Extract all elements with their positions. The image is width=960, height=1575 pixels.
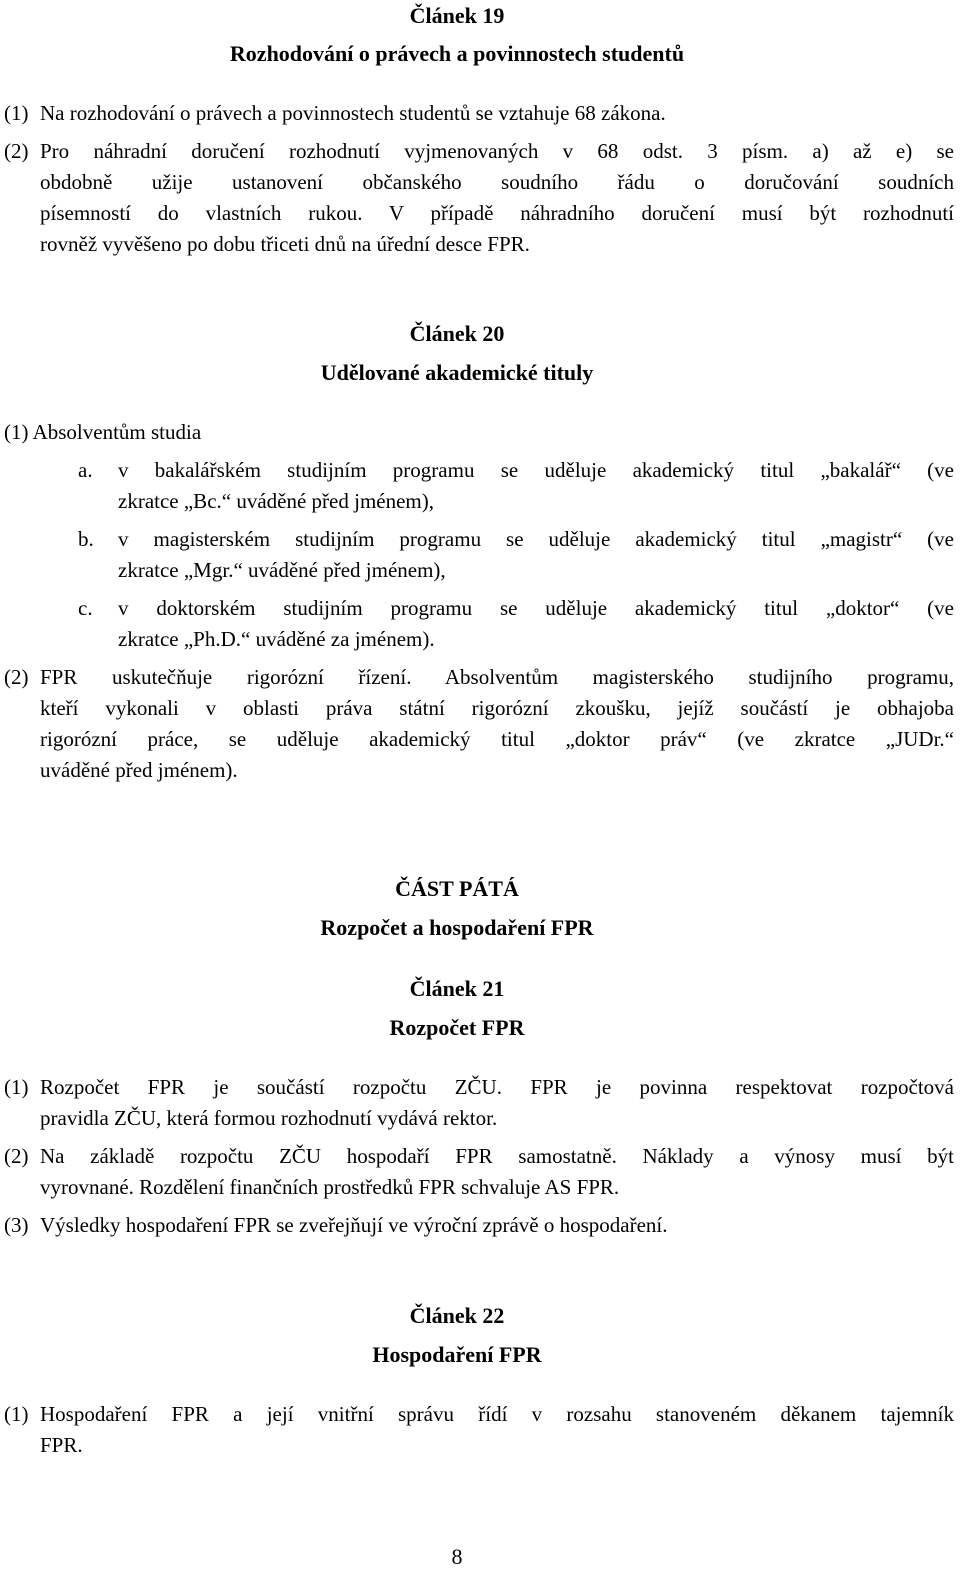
list-item-a — [78, 455, 954, 517]
paragraph-line: FPR uskutečňuje rigorózní řízení. Absolventům magisterského studijního programu, — [40, 665, 954, 689]
paragraph-number: (2) — [4, 665, 29, 689]
paragraph-line: písemností do vlastních rukou. V případě náhradního doručení musí být rozhodnutí — [40, 201, 954, 225]
list-item-line: v bakalářském studijním programu se uděluje akademický titul „bakalář“ (ve — [118, 458, 954, 482]
paragraph-number: (2) — [4, 139, 29, 163]
paragraph-number: (3) — [4, 1213, 29, 1237]
article-20-paragraph-2 — [4, 662, 954, 786]
article-19-title: Rozhodování o právech a povinnostech studentů — [229, 41, 685, 66]
paragraph-line: Hospodaření FPR a její vnitřní správu řídí v rozsahu stanoveném děkanem tajemník — [40, 1402, 954, 1426]
paragraph-text: Na rozhodování o právech a povinnostech studentů se vztahuje 68 zákona. — [40, 101, 666, 125]
paragraph-text: Výsledky hospodaření FPR se zveřejňují ve výroční zprávě o hospodaření. — [40, 1213, 668, 1237]
article-21-title: Rozpočet FPR — [389, 1015, 525, 1040]
paragraph-line: pravidla ZČU, která formou rozhodnutí vydává rektor. — [40, 1106, 498, 1130]
article-20-paragraph-1-intro: (1) Absolventům studia — [4, 420, 202, 444]
paragraph-number: (1) — [4, 1075, 29, 1099]
paragraph-line: Rozpočet FPR je součástí rozpočtu ZČU. FPR je povinna respektovat rozpočtová — [40, 1075, 954, 1099]
paragraph-number: (1) — [4, 1402, 29, 1426]
article-22-title: Hospodaření FPR — [372, 1342, 542, 1367]
part-title: Rozpočet a hospodaření FPR — [320, 915, 594, 940]
paragraph-line: Na základě rozpočtu ZČU hospodaří FPR samostatně. Náklady a výnosy musí být — [40, 1144, 954, 1168]
list-item-line: zkratce „Bc.“ uváděné před jménem), — [118, 489, 434, 513]
article-19-heading: Článek 19 — [409, 3, 505, 28]
article-22-paragraph-1 — [4, 1399, 954, 1461]
list-item-c — [78, 593, 954, 655]
list-item-b — [78, 524, 954, 586]
paragraph-number: (2) — [4, 1144, 29, 1168]
list-item-line: v doktorském studijním programu se uděluje akademický titul „doktor“ (ve — [118, 596, 954, 620]
paragraph-line: FPR. — [40, 1433, 83, 1457]
article-21-paragraph-1 — [4, 1072, 954, 1134]
paragraph-line: obdobně užije ustanovení občanského soudního řádu o doručování soudních — [40, 170, 954, 194]
part-heading: ČÁST PÁTÁ — [395, 876, 519, 901]
paragraph-line: uváděné před jménem). — [40, 758, 238, 782]
list-item-line: zkratce „Ph.D.“ uváděné za jménem). — [118, 627, 435, 651]
list-item-label: a. — [78, 458, 93, 482]
article-20-title: Udělované akademické tituly — [320, 360, 594, 385]
article-19-paragraph-2 — [4, 136, 954, 260]
paragraph-line: vyrovnané. Rozdělení finančních prostředků FPR schvaluje AS FPR. — [40, 1175, 620, 1199]
article-22-heading: Článek 22 — [409, 1303, 505, 1328]
paragraph-line: rigorózní práce, se uděluje akademický titul „doktor práv“ (ve zkratce „JUDr.“ — [40, 727, 954, 751]
paragraph-number: (1) — [4, 101, 29, 125]
page-number: 8 — [451, 1544, 463, 1569]
paragraph-line: rovněž vyvěšeno po dobu třiceti dnů na úřední desce FPR. — [40, 232, 530, 256]
article-21-heading: Článek 21 — [409, 976, 505, 1001]
list-item-line: zkratce „Mgr.“ uváděné před jménem), — [118, 558, 446, 582]
list-item-label: c. — [78, 596, 93, 620]
article-21-paragraph-3 — [4, 1210, 954, 1241]
list-item-label: b. — [78, 527, 94, 551]
list-item-line: v magisterském studijním programu se uděluje akademický titul „magistr“ (ve — [118, 527, 954, 551]
article-20-heading: Článek 20 — [409, 321, 505, 346]
article-19-paragraph-1 — [4, 98, 954, 129]
paragraph-line: kteří vykonali v oblasti práva státní rigorózní zkoušku, jejíž součástí je obhajoba — [40, 696, 954, 720]
article-21-paragraph-2 — [4, 1141, 954, 1203]
paragraph-line: Pro náhradní doručení rozhodnutí vyjmenovaných v 68 odst. 3 písm. a) až e) se — [40, 139, 954, 163]
